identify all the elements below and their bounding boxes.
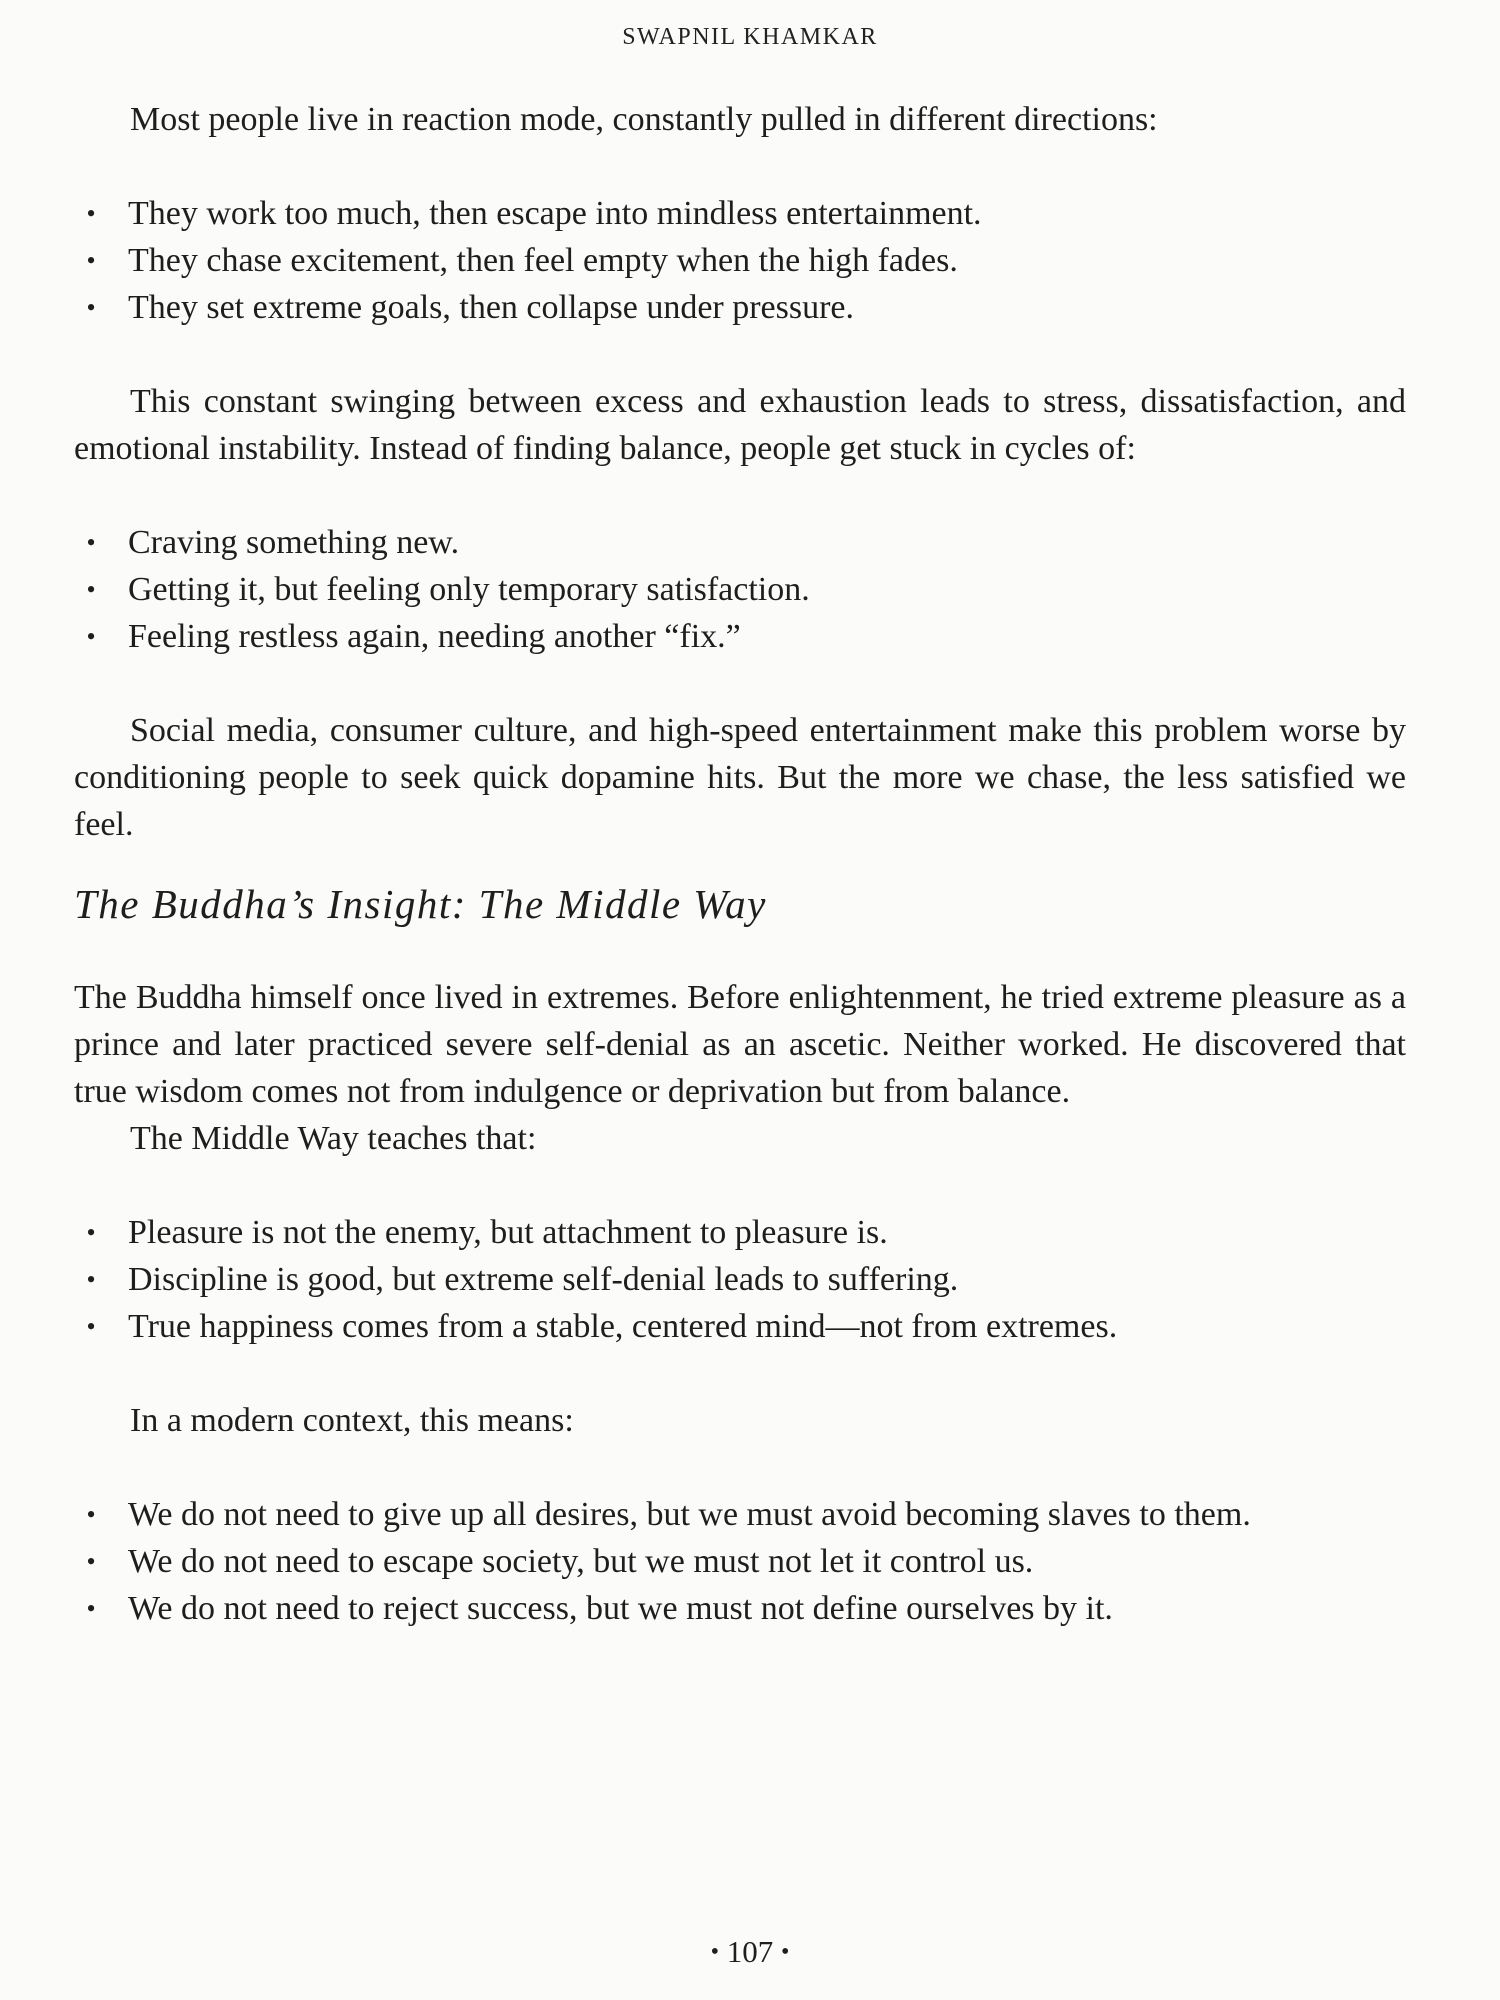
list-item-text: They set extreme goals, then collapse under pressure. [128, 289, 855, 326]
paragraph-modern-context: In a modern context, this means: [130, 1402, 574, 1439]
section-heading: The Buddha’s Insight: The Middle Way [74, 881, 767, 927]
paragraph-middle-way-intro: The Middle Way teaches that: [130, 1120, 537, 1157]
list-item [74, 1538, 1406, 1585]
spacer [74, 848, 1406, 874]
spacer [74, 660, 1406, 707]
spacer [74, 143, 1406, 190]
spacer [74, 1444, 1406, 1491]
bullet-icon: • [86, 528, 96, 557]
bullet-icon: • [86, 293, 96, 322]
spacer [74, 934, 1406, 974]
bullet-list-cycles [74, 519, 1406, 660]
running-head-author: SWAPNIL KHAMKAR [622, 24, 878, 50]
list-item-text: Craving something new. [128, 524, 460, 561]
list-item [74, 1303, 1406, 1350]
bullet-list-reaction [74, 190, 1406, 331]
list-item-text: Getting it, but feeling only temporary satisfaction. [128, 571, 810, 608]
list-item [74, 519, 1406, 566]
list-item [74, 1585, 1406, 1632]
bullet-list-modern [74, 1491, 1406, 1632]
bullet-icon: • [86, 1594, 96, 1623]
list-item-text: We do not need to escape society, but we must not let it control us. [128, 1543, 1034, 1580]
paragraph-reaction-mode: Most people live in reaction mode, constantly pulled in different directions: [130, 101, 1158, 138]
bullet-icon: • [86, 1312, 96, 1341]
list-item-text: Feeling restless again, needing another “fix.” [128, 618, 741, 655]
spacer [74, 1350, 1406, 1397]
paragraph-buddha-extremes: The Buddha himself once lived in extremes. Before enlightenment, he tried extreme pleasure as a prince and later practiced severe self-denial as an ascetic. Neither worked. He discovered that true wisdom comes not from indulgence or deprivation but from balance. [74, 979, 1406, 1110]
folio-dot-right: • [781, 1939, 790, 1965]
list-item [74, 1209, 1406, 1256]
list-item-text: They chase excitement, then feel empty when the high fades. [128, 242, 958, 279]
list-item-text: We do not need to give up all desires, but we must avoid becoming slaves to them. [128, 1496, 1251, 1533]
list-item [74, 613, 1406, 660]
spacer [74, 331, 1406, 378]
list-item [74, 566, 1406, 613]
bullet-icon: • [86, 246, 96, 275]
list-item [74, 1256, 1406, 1303]
list-item-text: They work too much, then escape into mindless entertainment. [128, 195, 982, 232]
list-item [74, 1491, 1406, 1538]
bullet-icon: • [86, 199, 96, 228]
bullet-icon: • [86, 575, 96, 604]
bullet-icon: • [86, 622, 96, 651]
spacer [74, 472, 1406, 519]
bullet-icon: • [86, 1265, 96, 1294]
list-item [74, 237, 1406, 284]
list-item-text: We do not need to reject success, but we must not define ourselves by it. [128, 1590, 1113, 1627]
page-number [0, 1934, 1500, 1970]
list-item-text: Discipline is good, but extreme self-denial leads to suffering. [128, 1261, 959, 1298]
page-body [74, 96, 1406, 1632]
bullet-icon: • [86, 1547, 96, 1576]
bullet-list-middle-way [74, 1209, 1406, 1350]
list-item-text: True happiness comes from a stable, centered mind—not from extremes. [128, 1308, 1118, 1345]
list-item [74, 284, 1406, 331]
spacer [74, 1162, 1406, 1209]
folio-dot-left: • [710, 1939, 719, 1965]
bullet-icon: • [86, 1218, 96, 1247]
page-number-value: 107 [726, 1934, 774, 1969]
bullet-icon: • [86, 1500, 96, 1529]
list-item [74, 190, 1406, 237]
list-item-text: Pleasure is not the enemy, but attachment to pleasure is. [128, 1214, 888, 1251]
paragraph-swinging: This constant swinging between excess and exhaustion leads to stress, dissatisfaction, and emotional instability. Instead of finding balance, people get stuck in cycles of: [74, 383, 1406, 467]
paragraph-social-media: Social media, consumer culture, and high-speed entertainment make this problem worse by conditioning people to seek quick dopamine hits. But the more we chase, the less satisfied we feel. [74, 712, 1406, 843]
